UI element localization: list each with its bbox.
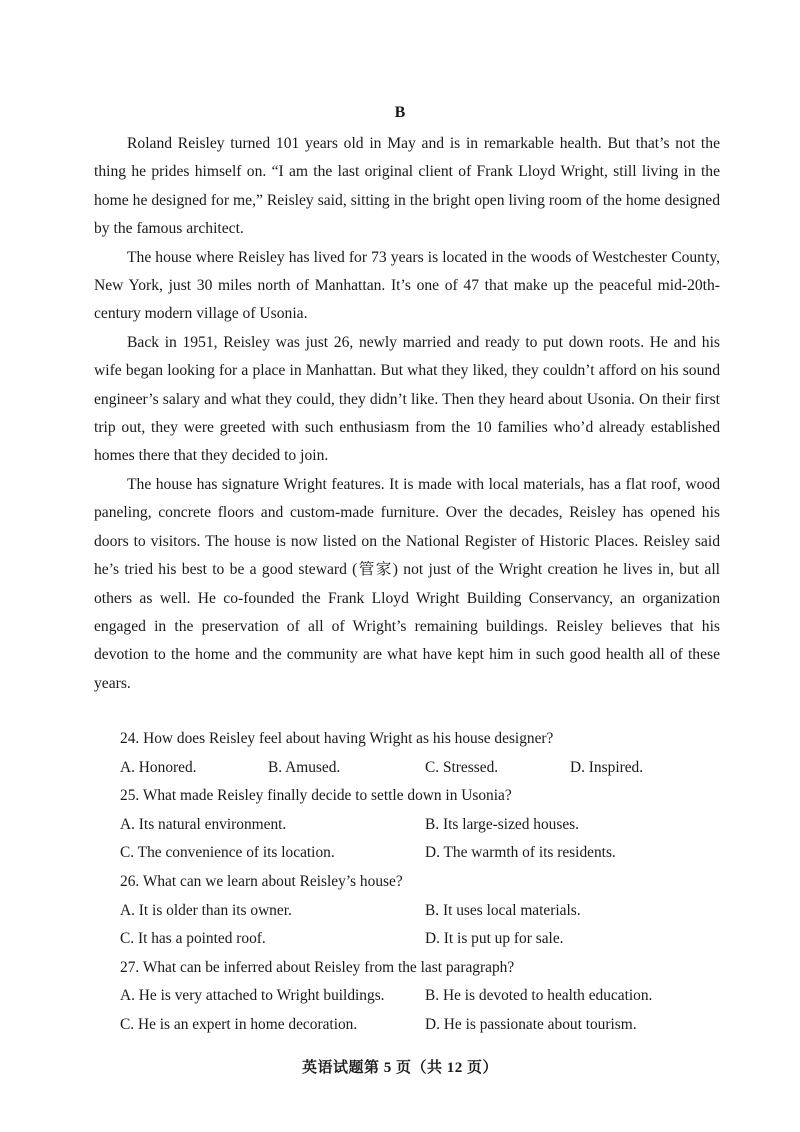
question-24 (120, 725, 720, 782)
section-label: B (394, 104, 406, 121)
question-list (120, 725, 720, 1040)
question-text: What made Reisley finally decide to settle down in Usonia? (142, 787, 512, 805)
option-d[interactable]: D. Inspired. (570, 758, 644, 776)
page-footer: 英语试题第 5 页（共 12 页） (301, 1060, 498, 1076)
question-number: 27. (120, 958, 140, 976)
option-b[interactable]: B. He is devoted to health education. (425, 987, 653, 1005)
option-d[interactable]: D. He is passionate about tourism. (425, 1015, 637, 1033)
options-row (120, 925, 720, 954)
options-row (120, 1011, 720, 1040)
question-text: What can be inferred about Reisley from the last paragraph? (142, 958, 515, 976)
options-row (120, 754, 720, 783)
option-a[interactable]: A. It is older than its owner. (120, 901, 292, 919)
question-27 (120, 954, 720, 1040)
options-row (120, 811, 720, 840)
passage-paragraph-3: Back in 1951, Reisley was just 26, newly married and ready to put down roots. He and his wife began looking for a place in Manhattan. But what they liked, they couldn’t afford on his sound engineer’s salary and what they could, they didn’t like. Then they heard about Usonia. On their first trip out, they were greeted with such enthusiasm from the 10 families who’d already established homes there that they decided to join. (94, 333, 720, 465)
option-d[interactable]: D. It is put up for sale. (425, 930, 564, 948)
reading-passage (94, 130, 720, 698)
options-row (120, 897, 720, 926)
question-stem (120, 725, 720, 754)
passage-paragraph-4: The house has signature Wright features. It is made with local materials, has a flat roof, wood paneling, concrete floors and custom-made furniture. Over the decades, Reisley has opened his doors to visitors. The house is now listed on the National Register of Historic Places. Reisley said he’s tried his best to be a good steward (管家) not just of the Wright creation he lives in, but all others as well. He co-founded the Frank Lloyd Wright Building Conservancy, an organization engaged in the preservation of all of Wright’s remaining buildings. Reisley believes that his devotion to the home and the community are what have kept him in such good health all of these years. (94, 475, 720, 692)
passage-paragraph-1: Roland Reisley turned 101 years old in May and is in remarkable health. But that’s not the thing he prides himself on. “I am the last original client of Frank Lloyd Wright, still living in the home he designed for me,” Reisley said, sitting in the bright open living room of the home designed by the famous architect. (94, 135, 720, 238)
option-d[interactable]: D. The warmth of its residents. (425, 844, 616, 862)
options-row (120, 982, 720, 1011)
question-26 (120, 868, 720, 954)
option-b[interactable]: B. Its large-sized houses. (425, 815, 580, 833)
question-25 (120, 782, 720, 868)
option-c[interactable]: C. Stressed. (425, 758, 499, 776)
question-stem (120, 868, 720, 897)
option-a[interactable]: A. He is very attached to Wright buildings. (120, 987, 385, 1005)
option-c[interactable]: C. The convenience of its location. (120, 844, 335, 862)
option-c[interactable]: C. He is an expert in home decoration. (120, 1015, 358, 1033)
option-b[interactable]: B. Amused. (268, 758, 341, 776)
option-b[interactable]: B. It uses local materials. (425, 901, 581, 919)
question-text: How does Reisley feel about having Wright as his house designer? (143, 730, 554, 747)
passage-paragraph-2: The house where Reisley has lived for 73 years is located in the woods of Westchester County, New York, just 30 miles north of Manhattan. It’s one of 47 that make up the peaceful mid-20th-century modern village of Usonia. (94, 248, 720, 323)
options-row (120, 839, 720, 868)
question-text: What can we learn about Reisley’s house? (142, 872, 403, 890)
option-a[interactable]: A. Its natural environment. (120, 815, 287, 833)
question-number: 26. (120, 872, 140, 890)
question-stem (120, 782, 720, 811)
option-a[interactable]: A. Honored. (120, 758, 197, 776)
question-number: 24. (120, 730, 140, 747)
question-number: 25. (120, 787, 140, 805)
question-stem (120, 954, 720, 983)
option-c[interactable]: C. It has a pointed roof. (120, 930, 266, 948)
